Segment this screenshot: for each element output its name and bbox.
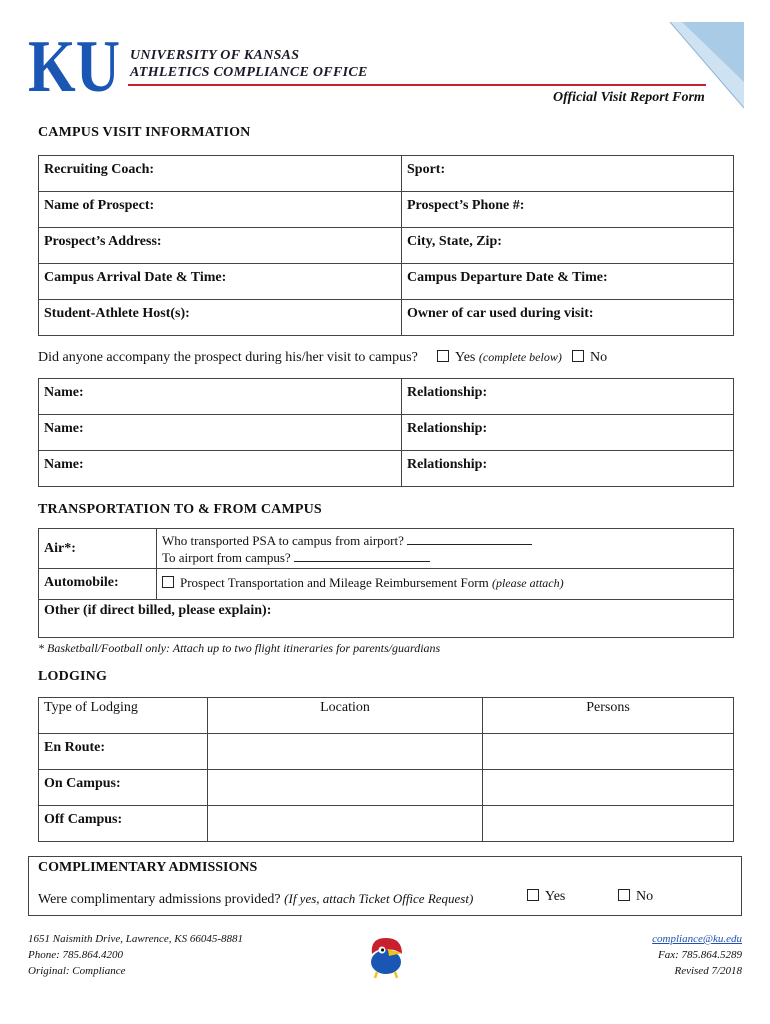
section-heading-lodging: LODGING	[38, 669, 108, 684]
header-divider	[128, 84, 706, 86]
row-off-campus: Off Campus:	[39, 806, 208, 842]
footer-fax: Fax: 785.864.5289	[657, 949, 742, 961]
auto-text: Prospect Transportation and Mileage Reimbursement Form	[180, 575, 489, 590]
col-type-of-lodging: Type of Lodging	[39, 698, 208, 734]
admissions-box	[28, 856, 742, 916]
campus-visit-table	[38, 155, 734, 336]
checkbox-icon[interactable]	[162, 576, 174, 588]
admissions-no-option[interactable]	[618, 889, 653, 905]
field-arrival[interactable]: Campus Arrival Date & Time:	[39, 264, 402, 300]
row-en-route: En Route:	[39, 734, 208, 770]
footer-address: 1651 Naismith Drive, Lawrence, KS 66045-8881	[28, 933, 243, 945]
field-persons-en-route[interactable]	[483, 734, 734, 770]
admissions-yes-option[interactable]	[527, 889, 565, 905]
air-line2: To airport from campus?	[162, 550, 291, 565]
field-prospect-address[interactable]: Prospect’s Address:	[39, 228, 402, 264]
ku-logo-text: KU	[28, 26, 120, 108]
field-prospect-name[interactable]: Name of Prospect:	[39, 192, 402, 228]
jayhawk-mascot-icon	[362, 932, 410, 980]
col-location: Location	[208, 698, 483, 734]
footer-phone: Phone: 785.864.4200	[28, 949, 124, 961]
section-heading-transportation: TRANSPORTATION TO & FROM CAMPUS	[38, 502, 322, 517]
field-car-owner[interactable]: Owner of car used during visit:	[402, 300, 734, 336]
yes-note: (complete below)	[478, 350, 562, 364]
field-air[interactable]	[157, 529, 734, 569]
row-on-campus: On Campus:	[39, 770, 208, 806]
form-title: Official Visit Report Form	[553, 90, 705, 105]
automobile-label: Automobile:	[39, 569, 157, 600]
org-name-line2: ATHLETICS COMPLIANCE OFFICE	[130, 65, 368, 80]
field-companion-name[interactable]: Name:	[39, 415, 402, 451]
field-host[interactable]: Student-Athlete Host(s):	[39, 300, 402, 336]
air-label: Air*:	[39, 529, 157, 569]
field-recruiting-coach[interactable]: Recruiting Coach:	[39, 156, 402, 192]
field-location-en-route[interactable]	[208, 734, 483, 770]
air-line1: Who transported PSA to campus from airport?	[162, 533, 404, 548]
field-automobile[interactable]	[157, 569, 734, 600]
field-prospect-phone[interactable]: Prospect’s Phone #:	[402, 192, 734, 228]
lodging-table	[38, 697, 734, 842]
field-sport[interactable]: Sport:	[402, 156, 734, 192]
org-name-line1: UNIVERSITY OF KANSAS	[130, 48, 300, 63]
field-companion-relationship[interactable]: Relationship:	[402, 451, 734, 487]
companions-table	[38, 378, 734, 487]
field-other-transport[interactable]: Other (if direct billed, please explain):	[39, 600, 734, 638]
footer-revised: Revised 7/2018	[674, 965, 742, 977]
section-heading-admissions: COMPLIMENTARY ADMISSIONS	[38, 860, 258, 875]
field-companion-name[interactable]: Name:	[39, 451, 402, 487]
col-persons: Persons	[483, 698, 734, 734]
checkbox-icon[interactable]	[437, 350, 449, 362]
accompany-question: Did anyone accompany the prospect during his/her visit to campus?	[38, 350, 418, 365]
field-persons-on-campus[interactable]	[483, 770, 734, 806]
no-label: No	[636, 889, 654, 904]
transportation-table	[38, 528, 734, 638]
section-heading-campus-visit: CAMPUS VISIT INFORMATION	[38, 125, 251, 140]
checkbox-icon[interactable]	[618, 889, 630, 901]
no-label: No	[590, 350, 608, 365]
field-departure[interactable]: Campus Departure Date & Time:	[402, 264, 734, 300]
accompany-no-option[interactable]	[572, 350, 607, 366]
field-companion-relationship[interactable]: Relationship:	[402, 415, 734, 451]
yes-label: Yes	[455, 350, 476, 365]
checkbox-icon[interactable]	[527, 889, 539, 901]
yes-label: Yes	[545, 889, 566, 904]
footer-left	[28, 931, 243, 979]
field-location-on-campus[interactable]	[208, 770, 483, 806]
field-persons-off-campus[interactable]	[483, 806, 734, 842]
field-companion-relationship[interactable]: Relationship:	[402, 379, 734, 415]
air-line2-blank[interactable]	[294, 549, 430, 562]
field-companion-name[interactable]: Name:	[39, 379, 402, 415]
air-line1-blank[interactable]	[407, 532, 532, 545]
footer-right	[652, 931, 742, 979]
field-city-state-zip[interactable]: City, State, Zip:	[402, 228, 734, 264]
corner-decoration	[660, 22, 744, 108]
ku-logo	[28, 26, 120, 108]
footer-original: Original: Compliance	[28, 965, 126, 977]
transportation-footnote: * Basketball/Football only: Attach up to two flight itineraries for parents/guardians	[38, 641, 441, 655]
checkbox-icon[interactable]	[572, 350, 584, 362]
auto-note: (please attach)	[491, 576, 564, 590]
field-location-off-campus[interactable]	[208, 806, 483, 842]
admissions-question: Were complimentary admissions provided? (If yes, attach Ticket Office Request)	[38, 891, 474, 907]
accompany-yes-option[interactable]	[437, 350, 562, 366]
footer-email-link[interactable]: compliance@ku.edu	[652, 933, 742, 945]
